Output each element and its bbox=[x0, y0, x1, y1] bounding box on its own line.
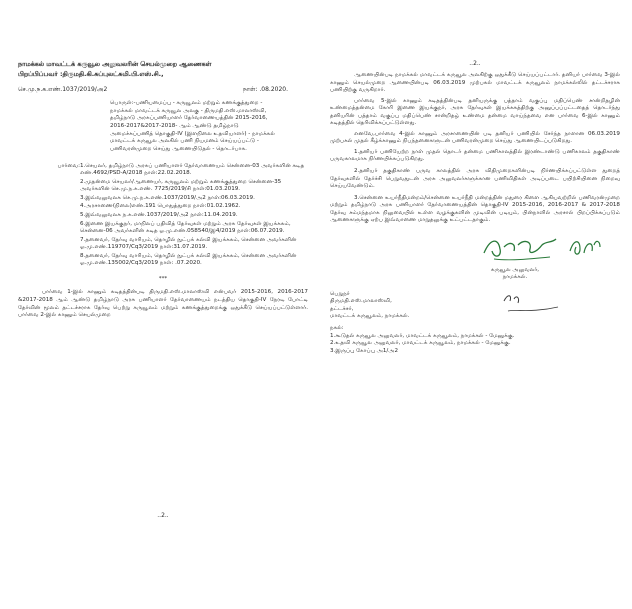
handwritten-initials bbox=[566, 233, 604, 261]
reference-number: செ.மு.ந.க.எண்.1037/2019/அ2 bbox=[18, 86, 108, 94]
reference-item: 4.அரசாணை(நிலை)எண்.191 பொதுத்துறை நாள்:01.02.1962. bbox=[80, 203, 241, 210]
recipient-label: பெறுநர் bbox=[330, 290, 350, 297]
order-date: நாள்: .08.2020. bbox=[243, 86, 288, 94]
condition-2: 2.தனியர் தகுதிகாண் பருவ காலத்தில் அரசு விதிமுறைகளின்படி நிர்ணயிக்கப்பட்டுள்ள துறைத் தேர்வுகளில் தேர்ச்சி பெறுவதுடன் அரசு அலுவலர்களுக்கான பணிவிதிகள் அடிப்படை பயிற்சியினை நிறைவு செய்யவேண்டும். bbox=[330, 168, 620, 190]
copy-block bbox=[330, 325, 620, 355]
signatory-title: கருவூல அலுவலர், bbox=[490, 266, 540, 273]
reference-item: 1.செயலர், தமிழ்நாடு அரசுப் பணியாளர் தேர்வாணையம் சென்னை-03 அவர்களின் கடித எண்.4692/PSD-A/2018 நாள்:22.02.2018. bbox=[80, 162, 305, 177]
copy-item: 3.இருப்பு கோப்பு அ1/அ2 bbox=[330, 347, 399, 354]
left-page bbox=[18, 60, 308, 520]
signature-area bbox=[330, 229, 620, 289]
signatory-block bbox=[470, 267, 560, 282]
recipient-designation: தட்டச்சர், bbox=[330, 305, 354, 312]
reference-item: 7.தனைவர், தேர்வு வாரியம், தொழில் நுட்பக் கல்வி இயக்ககம், சென்னை அவர்களின் ஓ.மு.எண்.119707/Cq3/2019 நாள்:31.07.2019. bbox=[80, 236, 297, 251]
order-title: நாமக்கல் மாவட்டக் கருவூல அலுவலரின் செயல்முறை ஆணைகள் bbox=[18, 60, 212, 68]
copy-item: 1.கூடுதல் கருவூல அலுவலர், மாவட்டக் கருவூலம், நாமக்கல் - மேனுக்கு. bbox=[330, 332, 515, 339]
page-number-footer: ..2.. bbox=[157, 511, 169, 519]
subject: பொருள்:-பணியமைப்பு - கருவூலம் மற்றும் கணக்குத்துறை - நாமக்கல் மாவட்டக் கருவூல அலகு - திருமதி.எஸ்.மாலாஸ்வி, தமிழ்நாடு அரசுப்பணியாளர் தேர்வாணையத்தின் 2015-2016, 2016-2017&2017-2018- ஆம் ஆண்டு தமிழ்நாடு அமைச்சுப்பணித் தொகுதி-IV (இளநிலை உதவியாளர்) - நாமக்கல் மாவட்டக் கருவூல அலகில் பணி நியமனம் செய்யப்பட்டு - பணிவரன்முறை செய்து ஆணையிடுதல் - தொடர்பாக. bbox=[110, 100, 275, 152]
issuer-line: பிறப்பிப்பவர் :திருமதி.கி.சுப்புலட்சுமி.பி.எஸ்.சி., bbox=[18, 69, 164, 78]
ref-date-row bbox=[18, 86, 308, 94]
reference-item: 8.தனைவர், தேர்வு வாரியம், தொழில் நுட்பக் கல்வி இயக்ககம், சென்னை அவர்களின் ஓ.மு.எண்.135002/Cq3/2019 நாள்: .07.2020. bbox=[80, 252, 297, 267]
intro-paragraph: ஆணையின்படி நாமக்கல் மாவட்டக் கருவூல அலகிற்கு ஒதுக்கீடு செய்யப்பட்டார். தனியர் பார்வை 3-இல் காணும் செயல்முறை ஆணையின்படி 06.03.2019 முற்பகல் மாவட்டக் கருவூலம் நாமக்கல்லில் தட்டச்சராக பணியிற்கு வருகிறார். bbox=[330, 72, 620, 94]
references-label: பார்வை: bbox=[57, 163, 80, 170]
references-block bbox=[18, 163, 308, 268]
copy-label: நகல்: bbox=[330, 325, 344, 332]
copy-item: 2.உதவி கருவூல அலுவலர், மாவட்டக் கருவூலம், நாமக்கல் - மேனுக்கு. bbox=[330, 340, 511, 347]
recipient-office: மாவட்டக் கருவூலம், நாமக்கல். bbox=[330, 313, 410, 320]
right-page bbox=[330, 60, 620, 520]
separator-stars: *** bbox=[158, 275, 168, 282]
reference-item: 5.இவ்வலுவலக ந.க.எண்.1037/2019/அ2 நாள்:11.04.2019. bbox=[80, 212, 238, 219]
references-list bbox=[80, 163, 308, 268]
condition-1: 1.தனியர் பணியேற்ற நாள் முதல் தொடர் தன்மை பணிகாலத்தில் இரண்டாண்டு பணிகாலம் தகுதிகாண் பருவகாலமாக நிர்ணயிக்கப்படுகிறது. bbox=[330, 148, 620, 163]
recipient-block bbox=[330, 291, 620, 321]
body-paragraph: பார்வை 1-இல் காணும் கடிதத்தின்படி திருமதி.எஸ்.மாலாஸ்வி என்பவர் 2015-2016, 2016-2017 &2017-2018 ஆம் ஆண்டு தமிழ்நாடு அரசு பணியாளர் தேர்வாணையம் நடத்திய தொகுதி-IV நேரடி போட்டி தேர்வின் மூலம் தட்டச்சராக தேர்வு பெற்று கருவூலம் மற்றும் கணக்குத்துறைக்கு ஒதுக்கீடு செய்யப்பட்டுள்ளார். பார்வை 2-இல் காணும் செயல்முறை bbox=[18, 289, 308, 319]
regularisation-paragraph: எனவே,பார்வை 4-இல் காணும் அரசாணையின் படி தனியர் பணியில் சேர்ந்த நாளான 06.03.2019 முற்பகல் முதல் கீழ்க்காணும் நிபந்தனைகளுடன் பணிவரன்முறை செய்து ஆணையிடப்படுகிறது. bbox=[330, 130, 620, 145]
condition-3: 3.சென்னை உயர்நீதிமன்றம்/சென்னை உயர்நீதி மன்றத்தின் மதுரை கிளை ஆகியவற்றில் பணிவரன்முறை மற்றும் தமிழ்நாடு அரசு பணியாளர் தேர்வாணையத்தின் தொகுதி-IV 2015-2016, 2016-2017 & 2017-2018 தேர்வு சம்மந்தமாக நிலுவையில் உள்ள வழக்குகளின் முடிவின் படியும், பின்நாளில் அரசால் பிறப்பிக்கப்படும் ஆணைகளுக்கு ஏற்ப இவ்வாணை மாறுதலுக்கு உட்பட்டதாகும். bbox=[330, 194, 620, 224]
handwritten-signature bbox=[480, 231, 560, 265]
handwritten-date-initials bbox=[502, 291, 562, 317]
page-number-top: ..2.. bbox=[469, 60, 481, 67]
reference-item: 2.முதன்மை செயலர்/ஆணையர், கருவூலம் மற்றும் கணக்குத்துறை சென்னை-35 அவர்களின் செ.மு.ந.க.எண். 7725/2019/சி நாள்:01.03.2019. bbox=[80, 178, 282, 193]
signatory-place: நாமக்கல். bbox=[502, 274, 528, 281]
reference-item: 3.இவ்வலுவலக செ.மு.ந.க.எண்.1037/2019/அ2 நாள்:06.03.2019. bbox=[80, 194, 255, 201]
verification-paragraph: பார்வை 5-இல் காணும் கடிதத்தின்படி தனியருக்கு பத்தாம் வகுப்பு மதிப்பெண் சான்றிதழின் உண்மைத்தன்மை கோரி இணை இயக்குநர், அரசு தேர்வுகள் இயக்ககத்திற்கு அனுப்பப்பட்டதைத் தொடர்ந்து தனியரின் பத்தாம் வகுப்பு மதிப்பெண் சான்றிதழ் உண்மை தன்மை வாய்ந்தவை என பார்வை 6-இல் காணும் கடிதத்தில் தெரிவிக்கப்பட்டுள்ளது. bbox=[330, 97, 620, 127]
reference-item: 6.இணை இயக்குநர், மாநிலப் பதிவித் தேர்வுகள் மற்றும் அரசு தேர்வுகள் இயக்ககம், சென்னை-06 அவர்களின் கடித ஓ.மு.எண்.058540/இ4/2019 நாள்:06.07.2019. bbox=[80, 220, 291, 235]
recipient-name: திருமதி.எஸ்.மாலாஸ்வி, bbox=[330, 298, 392, 305]
